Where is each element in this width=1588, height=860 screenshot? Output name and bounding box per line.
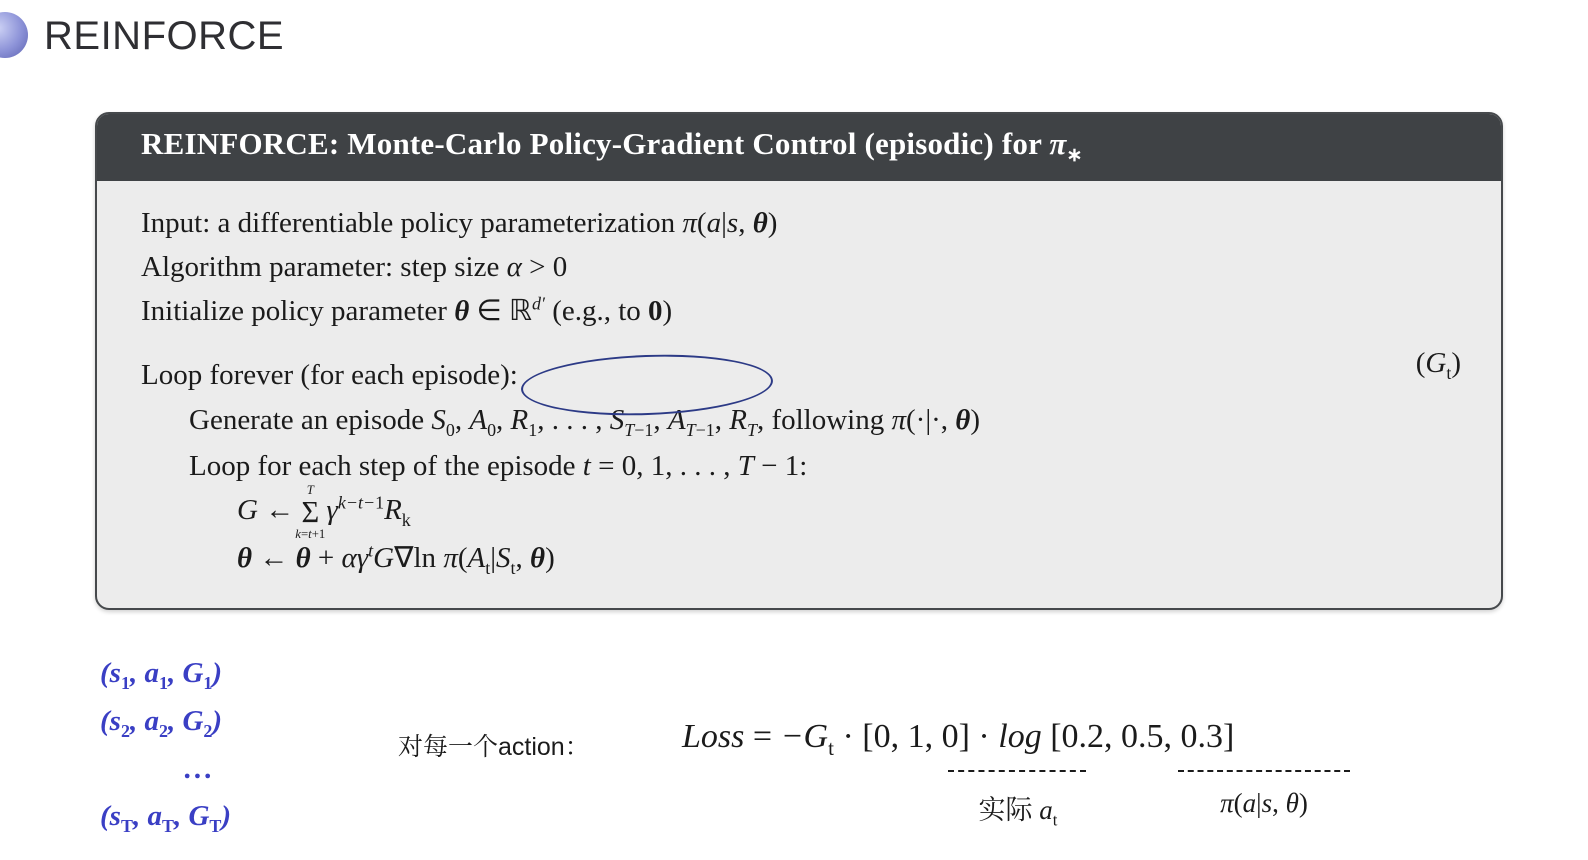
list-item: ($s_1$, $a_1$, $G_1$)	[100, 657, 223, 693]
loss-caption-label: 对每一个action：	[398, 733, 590, 761]
algorithm-spacer	[141, 333, 1457, 353]
list-item: ($s_2$, $a_2$, $G_2$)	[100, 704, 223, 741]
algorithm-box	[95, 112, 1503, 610]
loss-expression: Loss = $-G_t \cdot [0$, 1, 0] · log [0.2, 0.5, 0.3]	[682, 718, 1235, 760]
list-ellipsis: ...	[184, 752, 216, 785]
algorithm-header	[97, 114, 1501, 181]
algorithm-line-return: G ← T Σ k=t+1 $\gamma^{k-t-1}R_k$	[237, 483, 411, 542]
policy-vector-label: π(a|s, θ)	[1220, 788, 1308, 818]
list-item: ($s_T$, $a_T$, $G_T$)	[100, 799, 232, 836]
return-annotation-label: $(G_t)$	[1415, 347, 1461, 383]
algorithm-line-parameter: Algorithm parameter: step size α > 0	[141, 251, 568, 284]
algorithm-line-initialize: Initialize policy parameter θ ∈ ℝ$^{d'}$ (e.g., to 0)	[141, 293, 673, 328]
action-vector-underline	[948, 770, 1086, 772]
page-title: REINFORCE	[44, 14, 285, 58]
algorithm-header-text: REINFORCE: Monte-Carlo Policy-Gradient Control (episodic) for $\pi_∗$	[141, 126, 1083, 167]
algorithm-line-input: Input: a differentiable policy parameterization π(a|s, θ)	[141, 207, 778, 240]
action-vector-label: 实际 $a_t$	[978, 795, 1058, 830]
algorithm-line-loop-step: Loop for each step of the episode t = 0, 1, . . . , T − 1:	[189, 449, 808, 482]
algorithm-body	[97, 181, 1501, 608]
algorithm-line-generate-episode: Generate an episode $S_0$, $A_0$, $R_1$, . . . , $S_{T-1}$, $A_{T-1}$, $R_T$, following π(·|·, θ)	[189, 403, 981, 440]
algorithm-line-loop-forever: Loop forever (for each episode):	[141, 359, 518, 392]
algorithm-line-update: θ ← $\theta + \alpha\gamma^tG\nabla\ln$ $\pi(A_t|S_t$, θ)	[237, 539, 555, 578]
title-bullet-icon	[0, 12, 28, 58]
trajectory-tuple-list	[100, 650, 300, 841]
policy-vector-underline	[1178, 770, 1350, 772]
